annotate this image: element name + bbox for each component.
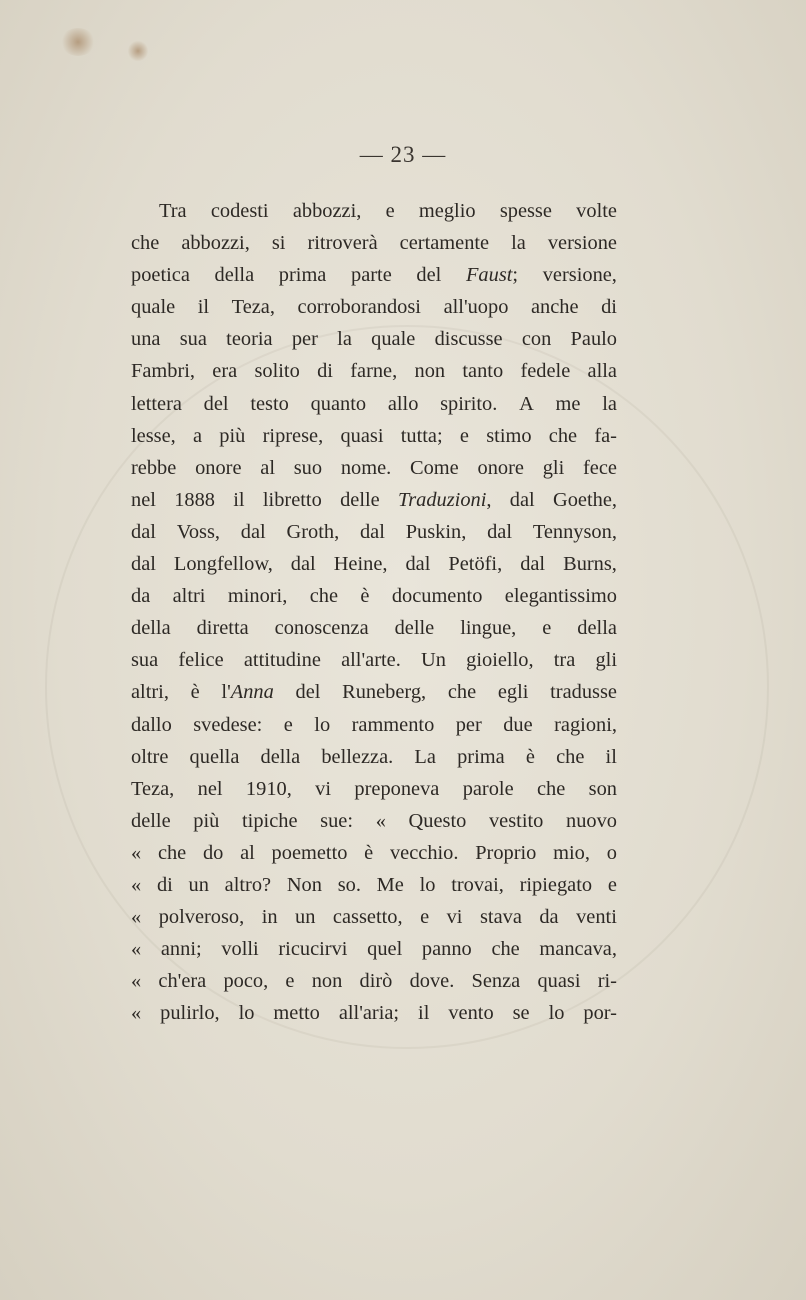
word: « [375, 809, 386, 832]
word: allo [387, 392, 419, 415]
word: che [447, 681, 477, 704]
word: da [131, 585, 151, 608]
word: poetica [131, 264, 190, 287]
word: minori, [227, 585, 288, 608]
text-line [131, 484, 617, 516]
word: dal [359, 520, 385, 543]
word: dal [487, 520, 513, 543]
word: quel [367, 938, 403, 961]
text-line [131, 965, 617, 997]
word: non [311, 970, 343, 993]
word: svedese: [193, 713, 263, 736]
word: Voss, [176, 520, 220, 543]
word: ricucirvi [278, 938, 348, 961]
word: di [601, 296, 617, 319]
word: parte [351, 264, 392, 287]
word: cassetto, [332, 906, 403, 929]
text-line [131, 516, 617, 548]
word: Traduzioni, [398, 488, 492, 511]
word: onore [195, 456, 242, 479]
word: gli [595, 649, 617, 672]
word: anche [530, 296, 579, 319]
word: codesti [210, 200, 269, 222]
word: Heine, [333, 553, 388, 576]
word: diretta [196, 617, 249, 640]
word: rebbe [131, 456, 177, 479]
word: teoria [226, 328, 273, 351]
text-line [131, 388, 617, 420]
word: che [131, 232, 160, 255]
word: spesse [499, 200, 552, 222]
word: dal [131, 553, 156, 576]
word: nel [131, 488, 156, 511]
word: l'Anna [221, 681, 274, 704]
word: un [188, 873, 209, 896]
text-line [131, 933, 617, 965]
word: felice [178, 649, 224, 672]
word: in [261, 906, 278, 929]
word: dal [405, 553, 431, 576]
word: Teza, [131, 777, 175, 800]
word: per [291, 328, 318, 351]
word: fa- [594, 424, 617, 447]
word: documento [391, 585, 483, 608]
word: « [131, 938, 142, 961]
word: farne, [350, 360, 398, 383]
word: dirò [359, 970, 393, 993]
word: corroborandosi [297, 296, 421, 319]
word: quasi [340, 424, 384, 447]
word: vi [315, 777, 332, 800]
word: delle [394, 617, 435, 640]
text-line [131, 773, 617, 805]
text-line [131, 805, 617, 837]
word: poemetto [271, 841, 348, 864]
word: Tennyson, [532, 520, 617, 543]
word: tutta; [400, 424, 443, 447]
word: lettera [131, 392, 182, 415]
word: panno [421, 938, 472, 961]
word: mio, [553, 841, 590, 864]
word: discusse [434, 328, 503, 351]
word: 1888 [174, 488, 215, 511]
text-line [131, 259, 617, 291]
word: tipiche [242, 809, 298, 832]
paper-stain [128, 40, 148, 62]
word: « [131, 873, 142, 896]
word: nuovo [566, 809, 617, 832]
word: ri- [597, 970, 617, 993]
word: testo [250, 392, 289, 415]
word: nel [197, 777, 223, 800]
word: abbozzi, [292, 200, 362, 222]
word: altri, [131, 681, 169, 704]
word: trovai, [451, 873, 504, 896]
word: Longfellow, [173, 553, 273, 576]
word: che [157, 841, 187, 864]
word: il [233, 488, 245, 511]
word: do [202, 841, 224, 864]
word: sua [131, 649, 159, 672]
word: spirito. [440, 392, 498, 415]
word: sue: [320, 809, 354, 832]
word: e [385, 200, 395, 222]
word: e [420, 906, 430, 929]
word: La [414, 745, 436, 768]
word: il [605, 745, 617, 768]
word: una [131, 328, 161, 351]
text-line [131, 452, 617, 484]
word: dal [509, 488, 535, 511]
word: lo [238, 1002, 255, 1025]
word: gli [542, 456, 565, 479]
word: pulirlo, [160, 1002, 220, 1025]
word: del [295, 681, 321, 704]
word: il [197, 296, 210, 319]
word: del [203, 392, 229, 415]
text-line [131, 997, 617, 1029]
word: « [131, 841, 142, 864]
word: stava [479, 906, 522, 929]
word: attitudine [243, 649, 321, 672]
word: è [190, 681, 200, 704]
word: Senza [471, 970, 521, 993]
word: e [285, 970, 295, 993]
word: Non [286, 873, 322, 896]
word: suo [293, 456, 323, 479]
word: del [416, 264, 442, 287]
word: quanto [310, 392, 367, 415]
text-line [131, 612, 617, 644]
body-text [131, 195, 617, 1029]
word: mancava, [539, 938, 617, 961]
word: al [240, 841, 255, 864]
word: lesse, [131, 424, 176, 447]
word: Un [421, 649, 446, 672]
word: quale [131, 296, 176, 319]
word: vi [446, 906, 463, 929]
word: della [131, 617, 171, 640]
word: « [131, 970, 142, 993]
word: all'uopo [443, 296, 509, 319]
word: più [193, 809, 220, 832]
word: vestito [488, 809, 544, 832]
word: certamente [399, 232, 490, 255]
word: polveroso, [158, 906, 245, 929]
word: ch'era [158, 970, 207, 993]
word: tradusse [550, 681, 617, 704]
word: dallo [131, 713, 172, 736]
word: delle [340, 488, 380, 511]
word: tanto [462, 360, 504, 383]
word: Groth, [286, 520, 340, 543]
word: quella [189, 745, 240, 768]
word: Puskin, [405, 520, 467, 543]
word: o [606, 841, 617, 864]
word: Tra [159, 200, 187, 222]
text-line [131, 709, 617, 741]
word: all'arte. [341, 649, 401, 672]
text-line [131, 741, 617, 773]
word: elegantissimo [504, 585, 617, 608]
word: Teza, [231, 296, 275, 319]
word: Runeberg, [342, 681, 427, 704]
word: che [537, 777, 566, 800]
text-line [131, 420, 617, 452]
word: riprese, [262, 424, 324, 447]
word: che [309, 585, 338, 608]
word: quale [371, 328, 416, 351]
text-line [131, 676, 617, 708]
word: due [503, 713, 533, 736]
word: lo [314, 713, 331, 736]
word: della [260, 745, 301, 768]
word: ritroverà [307, 232, 378, 255]
word: libretto [262, 488, 322, 511]
word: dal [290, 553, 316, 576]
word: meglio [418, 200, 476, 222]
text-line [131, 291, 617, 323]
word: Faust; [465, 264, 519, 287]
word: se [512, 1002, 530, 1025]
word: 1910, [245, 777, 292, 800]
word: Burns, [563, 553, 617, 576]
word: altri [172, 585, 206, 608]
text-line [131, 580, 617, 612]
text-line [131, 869, 617, 901]
word: prima [457, 745, 505, 768]
word: era [212, 360, 238, 383]
word: volli [221, 938, 259, 961]
word: un [295, 906, 316, 929]
word: preponeva [354, 777, 440, 800]
word: volte [576, 200, 617, 222]
word: non [414, 360, 446, 383]
word: gioiello, [466, 649, 534, 672]
word: Goethe, [553, 488, 617, 511]
word: so. [337, 873, 361, 896]
page-number: — 23 — [359, 142, 447, 167]
word: e [283, 713, 293, 736]
word: che [556, 745, 585, 768]
word: e [542, 617, 552, 640]
word: da [539, 906, 559, 929]
word: sua [179, 328, 207, 351]
text-line [131, 901, 617, 933]
word: fedele [520, 360, 571, 383]
word: « [131, 906, 142, 929]
word: nome. [340, 456, 392, 479]
word: prima [278, 264, 327, 287]
word: A [519, 392, 534, 415]
word: dove. [409, 970, 455, 993]
word: bellezza. [321, 745, 394, 768]
word: lingue, [460, 617, 517, 640]
word: egli [497, 681, 529, 704]
word: la [337, 328, 352, 351]
word: ragioni, [554, 713, 617, 736]
word: a [192, 424, 203, 447]
text-line [131, 323, 617, 355]
word: tra [553, 649, 576, 672]
word: la [602, 392, 617, 415]
word: più [219, 424, 246, 447]
word: della [214, 264, 255, 287]
paper-stain [60, 28, 96, 56]
word: di [317, 360, 333, 383]
text-line [131, 644, 617, 676]
word: vento [448, 1002, 494, 1025]
word: Proprio [475, 841, 537, 864]
word: la [511, 232, 526, 255]
word: dal [520, 553, 546, 576]
word: e [607, 873, 617, 896]
text-line [131, 195, 617, 227]
word: « [131, 1002, 142, 1025]
word: conoscenza [274, 617, 369, 640]
word: anni; [160, 938, 202, 961]
text-line [131, 355, 617, 387]
text-line [131, 837, 617, 869]
word: Petöfi, [448, 553, 503, 576]
word: con [521, 328, 552, 351]
word: è [364, 841, 374, 864]
word: versione [547, 232, 617, 255]
word: di [156, 873, 173, 896]
word: Questo [408, 809, 467, 832]
word: metto [273, 1002, 320, 1025]
word: e [459, 424, 469, 447]
text-line [131, 548, 617, 580]
word: si [271, 232, 286, 255]
word: abbozzi, [181, 232, 250, 255]
word: rammento [351, 713, 435, 736]
word: il [418, 1002, 430, 1025]
word: Me [376, 873, 404, 896]
word: dal [240, 520, 266, 543]
word: al [260, 456, 275, 479]
word: per [455, 713, 482, 736]
word: poco, [223, 970, 269, 993]
word: alla [587, 360, 617, 383]
word: venti [576, 906, 617, 929]
word: all'aria; [338, 1002, 400, 1025]
word: por- [583, 1002, 617, 1025]
word: delle [131, 809, 171, 832]
word: lo [548, 1002, 565, 1025]
text-line [131, 227, 617, 259]
word: stimo [486, 424, 532, 447]
word: me [555, 392, 581, 415]
word: lo [419, 873, 436, 896]
word: è [525, 745, 535, 768]
word: parole [462, 777, 514, 800]
word: solito [254, 360, 300, 383]
word: Come [410, 456, 459, 479]
word: Fambri, [131, 360, 195, 383]
word: quasi [537, 970, 581, 993]
word: vecchio. [389, 841, 459, 864]
word: della [577, 617, 617, 640]
word: che [491, 938, 520, 961]
word: son [588, 777, 617, 800]
word: fece [583, 456, 617, 479]
word: versione, [542, 264, 617, 287]
word: Paulo [570, 328, 617, 351]
word: ripiegato [519, 873, 593, 896]
word: altro? [224, 873, 272, 896]
word: onore [477, 456, 524, 479]
word: che [548, 424, 578, 447]
word: oltre [131, 745, 169, 768]
word: è [360, 585, 370, 608]
word: dal [131, 520, 156, 543]
